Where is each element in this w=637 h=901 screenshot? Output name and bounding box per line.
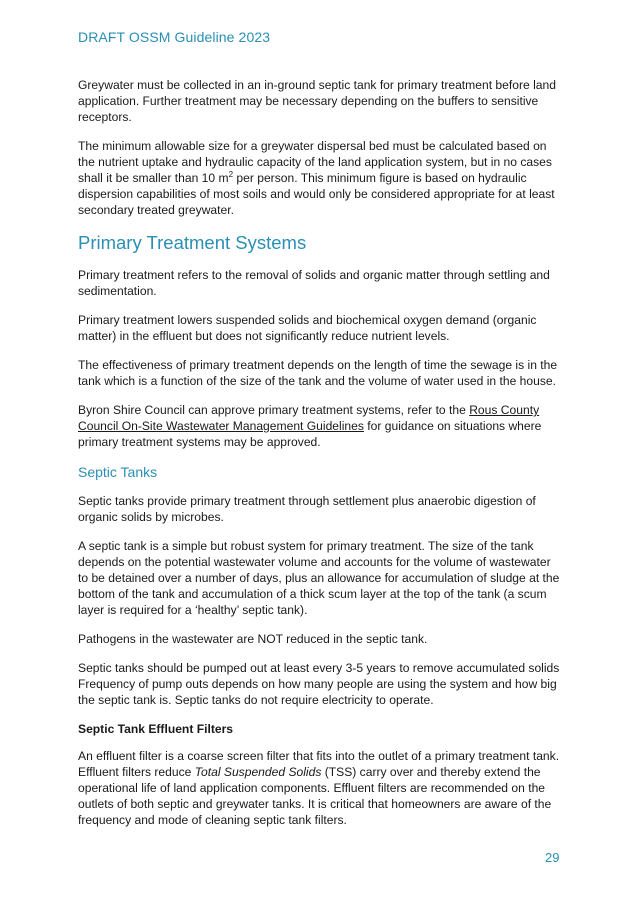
council-approval-paragraph <box>78 402 564 450</box>
effluent-filters-paragraph <box>78 748 564 828</box>
septic-sizing-paragraph: A septic tank is a simple but robust system for primary treatment. The size of the tank depends on the potential wastewater volume and accounts for the volume of wastewater to be detained over a number of days, plus an allowance for accumulation of sludge at the bottom of the tank and accumulation of a thick scum layer at the top of the tank (a scum layer is required for a ‘healthy’ septic tank). <box>78 539 560 617</box>
septic-definition-paragraph: Septic tanks provide primary treatment through settlement plus anaerobic digestion of organic solids by microbes. <box>78 494 536 524</box>
effluent-filters-text-2: (TSS) carry over and thereby extend the operational life of land application components. Effluent filters are recommended on the outlets of both septic and greywater tanks. It is critical that homeowners are aware of the frequency and mode of cleaning septic tank filters. <box>78 765 552 827</box>
rous-guidelines-link[interactable]: Rous County Council On-Site Wastewater Management Guidelines <box>78 403 540 433</box>
dispersal-bed-size-paragraph <box>78 138 564 218</box>
square-meter-superscript: 2 <box>228 169 234 179</box>
greywater-collection-paragraph: Greywater must be collected in an in-ground septic tank for primary treatment before land application. Further treatment may be necessary depending on the buffers to sensitive receptors. <box>78 78 556 124</box>
primary-effects-paragraph: Primary treatment lowers suspended solids and biochemical oxygen demand (organic matter) in the effluent but does not significantly reduce nutrient levels. <box>78 313 537 343</box>
septic-tanks-heading: Septic Tanks <box>78 464 158 480</box>
effluent-filters-heading: Septic Tank Effluent Filters <box>78 722 234 736</box>
primary-definition-paragraph: Primary treatment refers to the removal of solids and organic matter through settling and sedimentation. <box>78 268 550 298</box>
pathogens-paragraph: Pathogens in the wastewater are NOT reduced in the septic tank. <box>78 632 428 646</box>
dispersal-bed-text-1: The minimum allowable size for a greywater dispersal bed must be calculated based on the nutrient uptake and hydraulic capacity of the land application system, but in no cases shall it be smaller than 10 m <box>78 139 552 185</box>
dispersal-bed-text-2: per person. This minimum figure is based on hydraulic dispersion capabilities of most soils and would only be considered appropriate for at least secondary treated greywater. <box>78 171 555 217</box>
council-approval-text-1: Byron Shire Council can approve primary treatment systems, refer to the <box>78 403 470 417</box>
primary-effectiveness-paragraph: The effectiveness of primary treatment depends on the length of time the sewage is in the tank which is a function of the size of the tank and the volume of water used in the house. <box>78 358 558 388</box>
primary-treatment-heading: Primary Treatment Systems <box>78 232 307 253</box>
page-number: 29 <box>545 850 560 865</box>
pump-out-paragraph: Septic tanks should be pumped out at least every 3-5 years to remove accumulated solids Frequency of pump outs depends on how many people are using the system and how big the septic tank is. Septic tanks do not require electricity to operate. <box>78 661 560 707</box>
tss-term: Total Suspended Solids <box>194 765 322 779</box>
document-header-title: DRAFT OSSM Guideline 2023 <box>78 29 271 45</box>
page-body <box>78 77 564 841</box>
effluent-filters-text-1: An effluent filter is a coarse screen filter that fits into the outlet of a primary treatment tank. Effluent filters reduce <box>78 749 560 779</box>
council-approval-text-2: for guidance on situations where primary treatment systems may be approved. <box>78 419 542 449</box>
